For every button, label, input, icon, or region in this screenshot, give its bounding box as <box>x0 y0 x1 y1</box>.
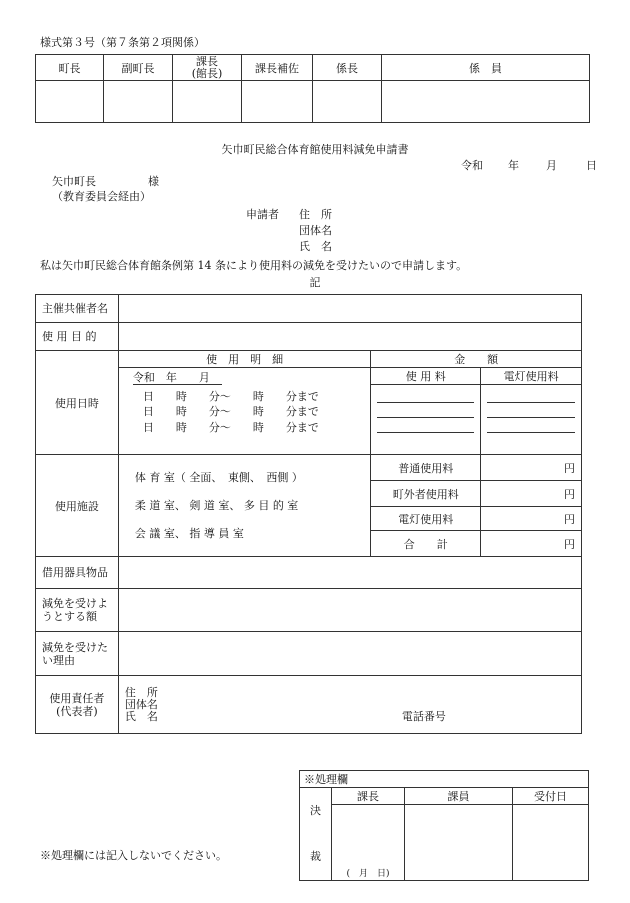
organizer-input[interactable] <box>118 295 581 323</box>
addressee-name: 矢巾町長 <box>52 175 96 188</box>
kessai-top: 決 <box>310 804 321 817</box>
date-day: 日 <box>586 159 597 172</box>
applicant-org-label: 団体名 <box>299 224 332 237</box>
electric-fee-line[interactable] <box>487 418 575 433</box>
time-row: 日 時 分～ 時 分まで <box>142 405 319 418</box>
date-year: 年 <box>508 159 519 172</box>
fee-electric-unit[interactable]: 円 <box>481 507 582 531</box>
approval-header-assistant-chief: 課長補佐 <box>242 55 313 81</box>
document-title: 矢巾町民総合体育館使用料減免申請書 <box>221 143 409 156</box>
facility-option-meeting[interactable]: 会 議 室、 指 導 員 室 <box>134 526 244 540</box>
approval-stamp-cell[interactable] <box>173 81 242 123</box>
applicant-name-label: 氏 名 <box>299 240 332 253</box>
electric-fee-line[interactable] <box>487 403 575 418</box>
approval-stamp-table <box>35 54 590 123</box>
approval-stamp-cell[interactable] <box>104 81 173 123</box>
responsible-org-label: 団体名 <box>124 697 158 711</box>
amount-header: 金 額 <box>371 351 582 368</box>
addressee-honorific: 様 <box>148 175 159 188</box>
facility-option-dojo[interactable]: 柔 道 室、 剣 道 室、 多 目 的 室 <box>134 498 299 512</box>
application-table <box>35 294 582 734</box>
time-row: 日 時 分～ 時 分まで <box>142 389 319 403</box>
facility-option-gym[interactable]: 体 育 室（ 全面、 東側、 西側 ） <box>134 470 303 484</box>
form-number: 様式第３号（第７条第２項関係） <box>40 36 205 49</box>
electric-fee-header: 電灯使用料 <box>481 368 582 385</box>
proc-received-date[interactable] <box>513 805 589 881</box>
proc-header-staff: 課員 <box>405 788 513 805</box>
proc-staff-stamp[interactable] <box>405 805 513 881</box>
approval-header-mayor: 町長 <box>36 55 104 81</box>
fee-electric-label: 電灯使用料 <box>371 507 481 531</box>
time-rows[interactable] <box>118 385 371 455</box>
application-statement: 私は矢巾町民総合体育館条例第 14 条により使用料の減免を受けたいので申請します。 <box>40 259 468 272</box>
fee-line[interactable] <box>377 388 474 403</box>
responsible-name-label: 氏 名 <box>124 709 158 723</box>
fee-standard-unit[interactable]: 円 <box>481 455 582 481</box>
facility-options[interactable] <box>118 455 371 557</box>
addressee-via: （教育委員会経由） <box>52 190 151 203</box>
detail-header: 使 用 明 細 <box>118 351 371 368</box>
approval-stamp-cell[interactable] <box>313 81 382 123</box>
date-head <box>118 368 371 385</box>
reduction-reason-label: 減免を受けたい理由 <box>36 632 119 676</box>
responsible-address-label: 住 所 <box>124 685 158 699</box>
datetime-label: 使用日時 <box>36 351 119 455</box>
approval-header-staff: 係 員 <box>382 55 590 81</box>
facility-label: 使用施設 <box>36 455 119 557</box>
applicant-address-label: 住 所 <box>299 208 332 221</box>
proc-chief-stamp[interactable] <box>332 805 405 866</box>
responsible-label: 使用責任者 (代表者) <box>36 676 119 734</box>
reduction-amount-input[interactable] <box>118 589 581 632</box>
fee-line[interactable] <box>377 403 474 418</box>
fee-total-label: 合 計 <box>371 531 481 557</box>
fee-nonresident-label: 町外者使用料 <box>371 481 481 507</box>
approval-stamp-cell[interactable] <box>242 81 313 123</box>
fee-header: 使 用 料 <box>371 368 481 385</box>
approval-header-section-chief: 課長 (館長) <box>173 55 242 81</box>
processing-title: ※処理欄 <box>300 771 589 788</box>
organizer-label: 主催共催者名 <box>36 295 119 323</box>
fee-nonresident-unit[interactable]: 円 <box>481 481 582 507</box>
fee-lines[interactable] <box>371 385 481 455</box>
reduction-amount-label: 減免を受けようとする額 <box>36 589 119 632</box>
electric-fee-lines[interactable] <box>481 385 582 455</box>
kessai-cell <box>300 788 332 881</box>
equipment-input[interactable] <box>118 557 581 589</box>
date-head-text: 令和 年 月 <box>133 371 222 385</box>
electric-fee-line[interactable] <box>487 388 575 403</box>
approval-stamp-cell[interactable] <box>36 81 104 123</box>
time-row: 日 時 分～ 時 分まで <box>142 420 319 434</box>
equipment-label: 借用器具物品 <box>36 557 119 589</box>
approval-header-subsection-chief: 係長 <box>313 55 382 81</box>
fee-line[interactable] <box>377 418 474 433</box>
responsible-input[interactable] <box>118 676 581 734</box>
fee-standard-label: 普通使用料 <box>371 455 481 481</box>
purpose-input[interactable] <box>118 323 581 351</box>
ki-mark: 記 <box>309 276 321 289</box>
reduction-reason-input[interactable] <box>118 632 581 676</box>
kessai-bottom: 裁 <box>310 850 321 863</box>
proc-date-placeholder: ( 月 日) <box>332 866 405 881</box>
applicant-label: 申請者 <box>246 208 279 221</box>
purpose-label: 使 用 目 的 <box>36 323 119 351</box>
proc-header-received: 受付日 <box>513 788 589 805</box>
approval-stamp-cell[interactable] <box>382 81 590 123</box>
processing-table <box>299 770 589 881</box>
approval-header-deputy-mayor: 副町長 <box>104 55 173 81</box>
date-line <box>461 157 597 173</box>
processing-note: ※処理欄には記入しないでください。 <box>40 849 227 862</box>
proc-header-chief: 課長 <box>332 788 405 805</box>
date-month: 月 <box>546 159 557 172</box>
fee-total-unit[interactable]: 円 <box>481 531 582 557</box>
date-era: 令和 <box>461 159 483 172</box>
phone-label: 電話番号 <box>401 710 446 723</box>
